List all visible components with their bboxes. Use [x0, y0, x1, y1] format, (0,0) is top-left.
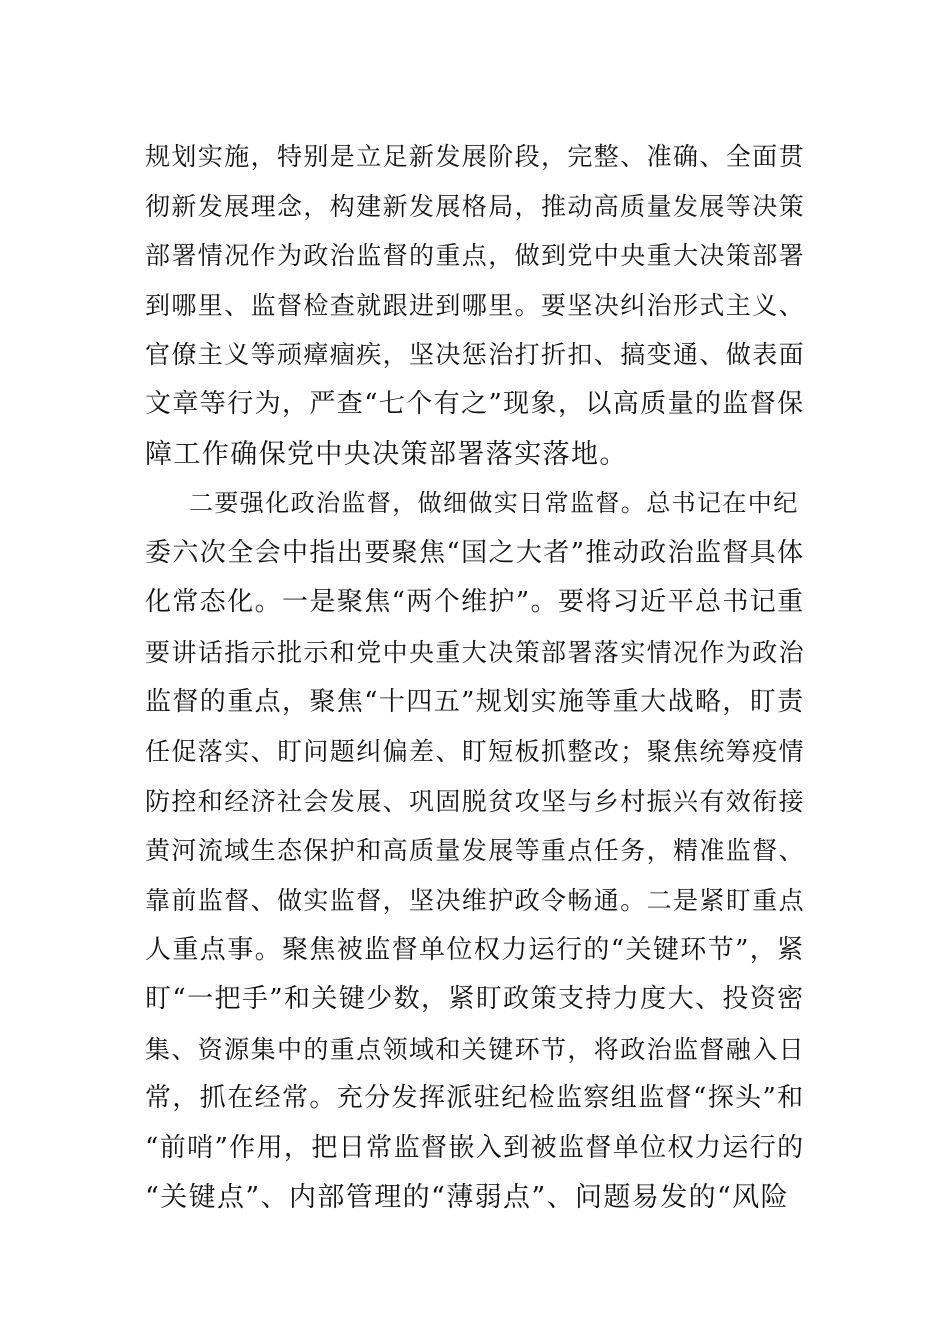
- text-line: 任促落实、盯问题纠偏差、盯短板抓整改；聚焦统筹疫情: [145, 737, 806, 767]
- text-line: 黄河流域生态保护和高质量发展等重点任务，精准监督、: [145, 836, 806, 866]
- text-line: 彻新发展理念，构建新发展格局，推动高质量发展等决策: [145, 191, 806, 221]
- text-line: 靠前监督、做实监督，坚决维护政令畅通。二是紧盯重点: [145, 885, 806, 915]
- text-line: “前哨”作用，把日常监督嵌入到被监督单位权力运行的: [145, 1132, 805, 1163]
- text-line: 化常态化。一是聚焦“两个维护”。要将习近平总书记重: [145, 587, 805, 618]
- text-line: 集、资源集中的重点领域和关键环节，将政治监督融入日: [145, 1034, 806, 1064]
- body-text: [145, 132, 805, 1223]
- text-line: 委六次全会中指出要聚焦“国之大者”推动政治监督具体: [145, 537, 805, 568]
- text-line: 规划实施，特别是立足新发展阶段，完整、准确、全面贯: [145, 142, 806, 171]
- text-line: 监督的重点，聚焦“十四五”规划实施等重大战略，盯责: [145, 686, 805, 717]
- text-line: 人重点事。聚焦被监督单位权力运行的“关键环节”，紧: [145, 934, 805, 965]
- text-line: 防控和经济社会发展、巩固脱贫攻坚与乡村振兴有效衔接: [145, 786, 806, 816]
- text-line: 部署情况作为政治监督的重点，做到党中央重大决策部署: [145, 241, 806, 271]
- text-line: 官僚主义等顽瘴痼疾，坚决惩治打折扣、搞变通、做表面: [145, 340, 806, 370]
- text-line: 常，抓在经常。充分发挥派驻纪检监察组监督“探头”和: [145, 1083, 805, 1114]
- text-line: 要讲话指示批示和党中央重大决策部署落实情况作为政治: [145, 637, 806, 667]
- text-line: 到哪里、监督检查就跟进到哪里。要坚决纠治形式主义、: [145, 290, 806, 320]
- text-line: 障工作确保党中央决策部署落实落地。: [145, 438, 628, 470]
- text-line: 盯“一把手”和关键少数，紧盯政策支持力度大、投资密: [145, 984, 805, 1015]
- text-line: “关键点”、内部管理的“薄弱点”、问题易发的“风险: [145, 1182, 790, 1214]
- text-line: 文章等行为，严查“七个有之”现象，以高质量的监督保: [145, 388, 805, 419]
- paragraph-first-line: 二要强化政治监督，做细做实日常监督。总书记在中纪: [189, 489, 799, 518]
